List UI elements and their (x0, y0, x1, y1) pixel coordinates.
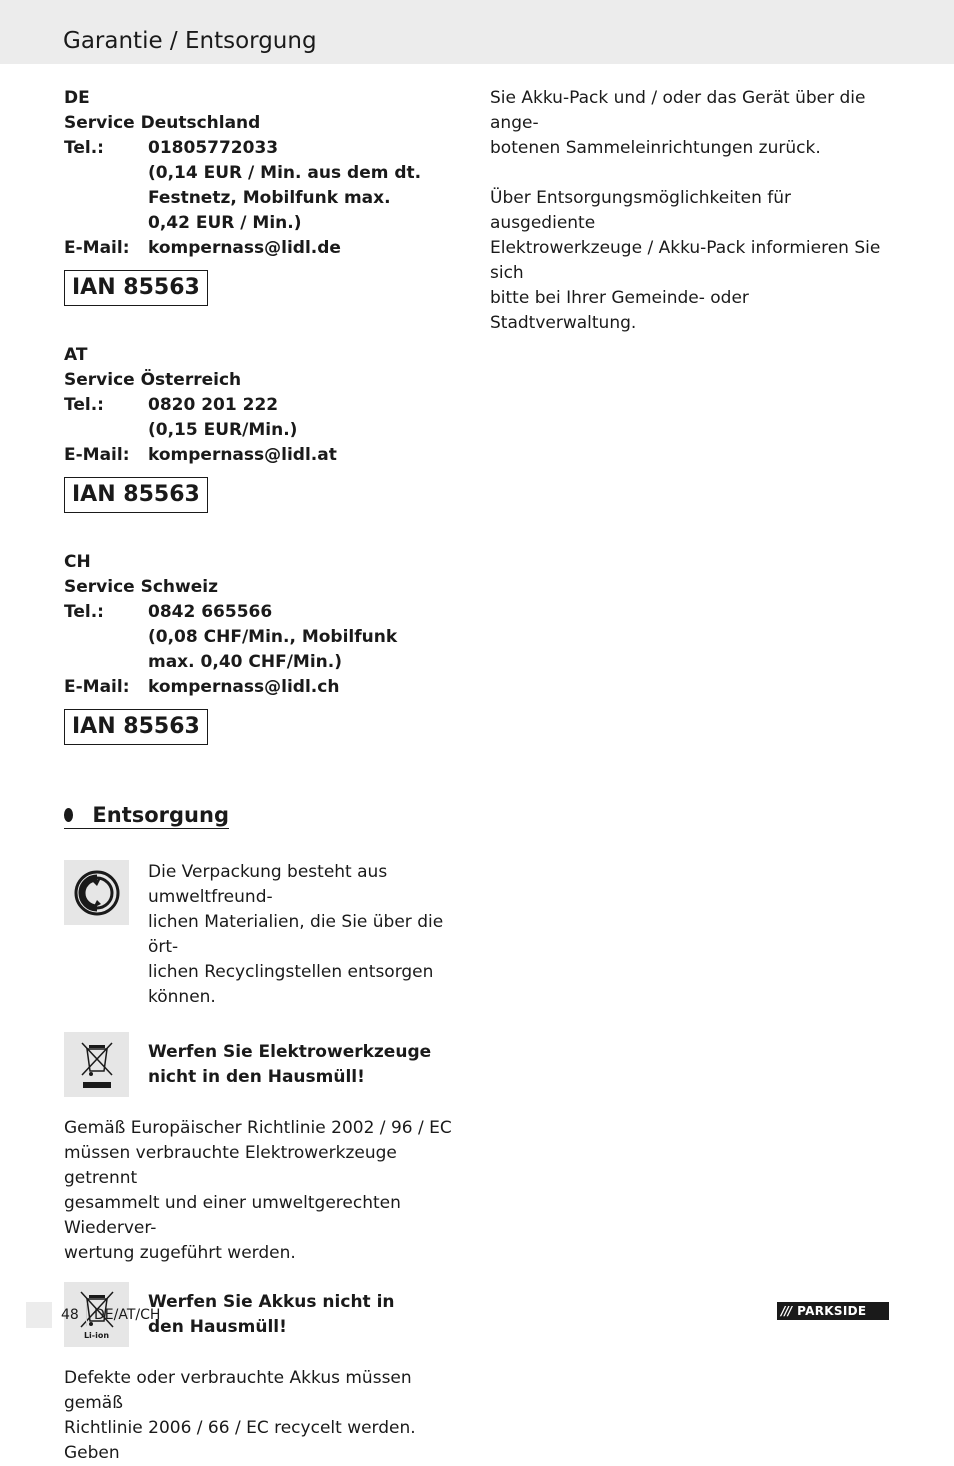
service-block-de (64, 86, 474, 306)
text-line: botenen Sammeleinrichtungen zurück. (490, 138, 821, 158)
service-name: Service Schweiz (64, 577, 218, 597)
text-line: wertung zugeführt werden. (64, 1243, 296, 1263)
service-block-at (64, 343, 474, 513)
tel-line: 01805772033 (148, 138, 279, 158)
email-row (64, 675, 474, 700)
li-ion-label: Li-ion (83, 1331, 110, 1340)
email-value: kompernass@lidl.de (148, 238, 341, 258)
tel-label: Tel.: (64, 602, 104, 622)
tel-label: Tel.: (64, 138, 104, 158)
text-line: Elektrowerkzeuge / Akku-Pack informieren Sie sich (490, 238, 881, 283)
ian-box: IAN 85563 (64, 477, 208, 513)
service-code: AT (64, 345, 88, 365)
text-line: lichen Materialien, die Sie über die ört- (148, 912, 444, 957)
return-text (490, 86, 890, 161)
right-column (490, 86, 890, 336)
battery-text (64, 1366, 474, 1466)
text-line: Die Verpackung besteht aus umweltfreund- (148, 862, 388, 907)
tel-row (64, 136, 474, 236)
footer-marker (26, 1302, 52, 1328)
text-line: Richtlinie 2006 / 66 / EC recycelt werden. Geben (64, 1418, 416, 1463)
text-line: nicht in den Hausmüll! (148, 1067, 365, 1087)
ian-box: IAN 85563 (64, 709, 208, 745)
weee-row (64, 1032, 474, 1097)
text-line: Gemäß Europäischer Richtlinie 2002 / 96 / EC (64, 1118, 452, 1138)
text-line: müssen verbrauchte Elektrowerkzeuge getrennt (64, 1143, 397, 1188)
directive-text (64, 1116, 474, 1266)
ian-box: IAN 85563 (64, 270, 208, 306)
service-block-ch (64, 550, 474, 745)
text-line: gesammelt und einer umweltgerechten Wiederver- (64, 1193, 401, 1238)
tel-value (148, 600, 474, 675)
footer-language: DE/AT/CH (94, 1307, 161, 1323)
tel-label: Tel.: (64, 395, 104, 415)
crossed-wheelie-bin-icon (64, 1032, 129, 1097)
tel-line: Festnetz, Mobilfunk max. (148, 188, 391, 208)
packaging-text (148, 860, 474, 1010)
service-code: CH (64, 552, 91, 572)
text-line: Werfen Sie Akkus nicht in (148, 1292, 395, 1312)
disposal-info-text (490, 186, 890, 336)
battery-warning (148, 1282, 395, 1340)
footer-divider (86, 1304, 87, 1326)
service-name: Service Österreich (64, 370, 242, 390)
tel-value (148, 136, 474, 236)
packaging-row (64, 860, 474, 1010)
text-line: Über Entsorgungsmöglichkeiten für ausgediente (490, 188, 791, 233)
weee-warning (148, 1032, 431, 1090)
text-line: Sie Akku-Pack und / oder das Gerät über die ange- (490, 88, 866, 133)
section-title: Entsorgung (92, 803, 229, 827)
tel-line: 0,42 EUR / Min.) (148, 213, 302, 233)
tel-row (64, 393, 474, 443)
green-dot-recycling-icon (64, 860, 129, 925)
service-name: Service Deutschland (64, 113, 261, 133)
tel-line: (0,08 CHF/Min., Mobilfunk (148, 627, 398, 647)
tel-line: 0842 665566 (148, 602, 273, 622)
left-column (64, 86, 474, 1466)
email-row (64, 236, 474, 261)
email-value: kompernass@lidl.ch (148, 677, 340, 697)
tel-line: 0820 201 222 (148, 395, 279, 415)
text-line: den Hausmüll! (148, 1317, 287, 1337)
logo-slashes: /// (781, 1304, 792, 1318)
tel-row (64, 600, 474, 675)
email-row (64, 443, 474, 468)
parkside-logo (777, 1302, 889, 1320)
email-value: kompernass@lidl.at (148, 445, 337, 465)
email-label: E-Mail: (64, 238, 130, 258)
page-header (0, 0, 954, 64)
email-label: E-Mail: (64, 677, 130, 697)
email-label: E-Mail: (64, 445, 130, 465)
logo-text: PARKSIDE (797, 1304, 867, 1318)
page-title: Garantie / Entsorgung (63, 28, 317, 54)
text-line: bitte bei Ihrer Gemeinde- oder Stadtverwaltung. (490, 288, 749, 333)
text-line: lichen Recyclingstellen entsorgen können. (148, 962, 434, 1007)
text-line: Werfen Sie Elektrowerkzeuge (148, 1042, 432, 1062)
tel-value (148, 393, 474, 443)
service-code: DE (64, 88, 90, 108)
tel-line: (0,14 EUR / Min. aus dem dt. (148, 163, 422, 183)
section-heading-entsorgung (64, 803, 229, 829)
text-line: Defekte oder verbrauchte Akkus müssen gemäß (64, 1368, 412, 1413)
page-number: 48 (61, 1307, 79, 1323)
tel-line: (0,15 EUR/Min.) (148, 420, 298, 440)
bullet-icon (64, 808, 73, 822)
tel-line: max. 0,40 CHF/Min.) (148, 652, 342, 672)
